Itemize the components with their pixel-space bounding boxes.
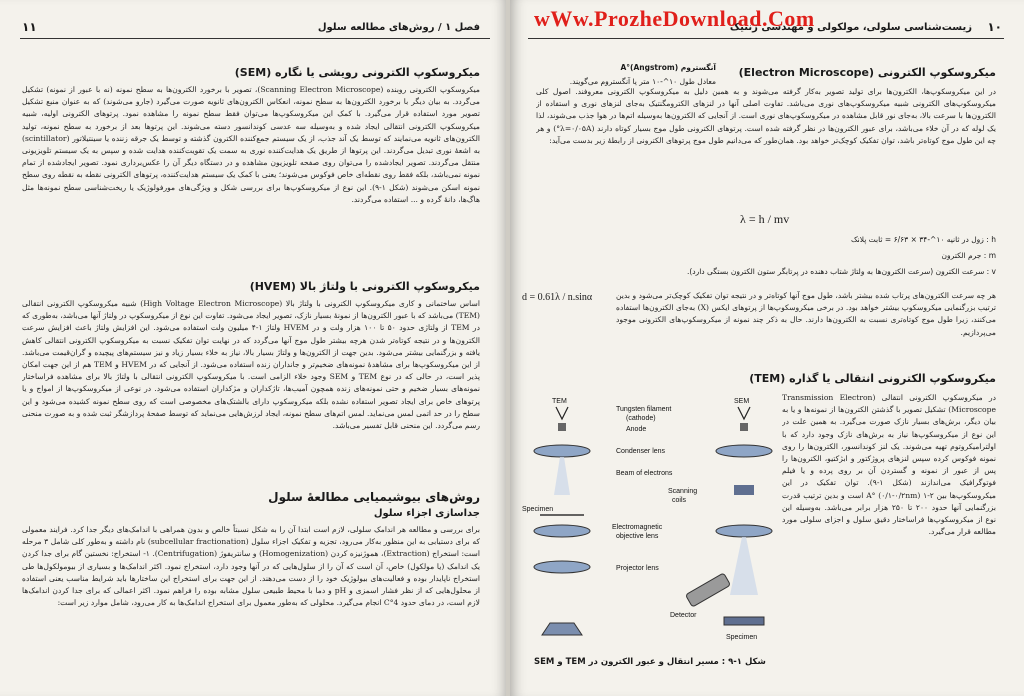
- section-body-fractionation: برای بررسی و مطالعه هر اندامک سلولی، لازم است ابتدا آن را به شکل نسبتاً خالص و بدون همراهی با اندامک‌های دیگر جدا کرد. فرایند معمولی که برای دستیابی به این منظور به‌کار می‌رود، تجزیه و تفکیک اجزاء سلول (subcellular fractionation) نام داشته و به‌طور کلی شامل ۳ مرحله است: استخراج (Extraction)، هموژنیزه کردن (Homogenization) و سانتریفوژ (Centrifugation). ۱- استخراج: نخستین گام برای جدا کردن یک اندامک (یا مولکول) خاص، آن است که آن را از سلول‌هایی که در آنها وجود دارد، استخراج نمود. اکثر اندامک‌ها و بسیاری از بیومولکول‌ها طی استخراج ناپایدار بوده و فعالیت‌های بیولوژیک خود را از دست می‌دهند. از این جهت برای استخراج این ساختارها باید شرایط مناسب یعنی استفاده از محلول‌هایی که از نظر فشار اسمزی و pH و دما با محیط طبیعی سلول مشابه بوده را فراهم نمود. اکثر اعمالی که برای جدا کردن اندامک‌ها لازم است، در دمای حدود 4°C انجام می‌گیرد. محلولی که به‌طور معمول برای استخراج اندامک‌ها به کار می‌رود، شامل موارد زیر است:: [22, 525, 480, 608]
- section-body-em: در این میکروسکوپ‌ها، الکترون‌ها برای تولید تصویر به‌کار گرفته می‌شوند و به همین دلیل به میکروسکوپ الکترونی معروفند. اصول کلی میکروسکوپ‌های الکترونی شبیه میکروسکوپ‌های نوری می‌باشد. تفاوت اصلی آنها در لنزهای الکترومگنتیک به‌جای لنزهای نوری و استفاده از الکترون‌ها با سرعت بالا، به‌جای نور قابل مشاهده در میکروسکوپ‌های نوری است. از آنجایی که الکترون‌ها به‌وسیله اتم‌ها در هوا جذب می‌شوند، لذا یک لوله که در آن خلاء می‌باشد، برای عبور الکترون‌ها در نظر گرفته شده است. پرتوهای الکترونی طول موج بسیار کوتاه دارند (λ=۰/۰۵A°) و هر چه این طول موج کوتاه‌تر باشد، توان تفکیک کوچک‌تر خواهد بود. همان‌طور که می‌دانیم طول موج پرتوهای الکترونی از رابطهٔ زیر بدست می‌آید:: [536, 87, 996, 145]
- running-head: فصل ۱ / روش‌های مطالعه سلول: [317, 22, 480, 33]
- label-objective: objective lens: [616, 533, 659, 540]
- label-filament: Tungsten filament: [616, 406, 672, 413]
- header-rule: [20, 38, 490, 39]
- label-scanning: Scanning: [668, 488, 698, 495]
- label-beam: Beam of electrons: [616, 470, 673, 477]
- angstrom-note-text: معادل طول ۱۰^-۱۰ متر یا آنگستروم می‌گویند.: [569, 77, 716, 86]
- tem-screen-icon: [542, 623, 582, 635]
- section-heading-sem: میکروسکوپ الکترونی رویشی یا نگاره (SEM): [234, 66, 480, 79]
- tem-anode-icon: [558, 423, 566, 431]
- sem-beam-icon: [730, 537, 758, 595]
- label-specimen: Specimen: [522, 506, 554, 513]
- section-body-sem: میکروسکوپ الکترونی روبنده (Scanning Electron Microscope)، تصویر با برخورد الکترون‌ها به سطح نمونه (نه با عبور از نمونه) تشکیل می‌گردد. به بیان دیگر با برخورد الکترون‌ها به سطح نمونه، انعکاس الکترون‌های ثانویه صورت می‌گیرد (جارو می‌شوند) که به عنوان منبع تشکیل تصویر مورد استفاده قرار می‌گیرد. با کمک این میکروسکوپ‌ها می‌توان فقط سطح نمونه را مشاهده نمود. پرتوهای الکترونی اولیه، شبیه میکروسکوپ الکترونی انتقالی ایجاد شده و به‌وسیله سه عدسی کوندانسور دسته می‌شوند. این پرتوها بعد از برخورد به سطح نمونه، تولید الکترون‌های ثانویه می‌نمایند که توسط یک آند جذب، از یک سیستم جمع‌کننده الکترون گذشته و توسط یک جرقه زننده یا سینتیلاتور (scintillator) به اشعهٔ نوری تبدیل می‌گردند. این پرتوها از طریق یک هدایت‌کننده نوری به سمت یک تقویت‌کننده هدایت شده و سپس به یک سیستم تلویزیونی منتقل می‌گردند. تصویر ایجادشده را می‌توان روی صفحه تلویزیون مشاهده و در دستگاه دیگر آن را عکس‌برداری نمود. تصویر ایجادشده از تمام نمونه نمی‌باشد، بلکه فقط روی نقطه‌ای خاص فوکوس می‌شوند؛ یعنی با کمک یک سیستم هدایت‌کننده، پرتوهای الکترونی نقطه به نقطه روی سطح نمونه اسکن می‌شوند (شکل ۱-۹). این نوع از میکروسکوپ‌ها برای بررسی شکل و ویژگی‌های مورفولوژیک یا ریخت‌شناسی سطح نمونه‌ها مثل هاگ‌ها، دانهٔ گرده و ... استفاده می‌گردند.: [22, 85, 480, 204]
- angstrom-note-title: آنگستروم (A°(Angstrom: [620, 63, 716, 72]
- formula-def-m: m : جرم الکترون: [941, 251, 996, 260]
- sem-specimen-icon: [724, 617, 764, 625]
- section-body-after-formula: هر چه سرعت الکترون‌های پرتاب شده بیشتر باشد، طول موج آنها کوتاه‌تر و در نتیجه توان تفکیک کوچک‌تر می‌شود و بدین ترتیب بزرگنمایی میکروسکوپ بیشتر خواهد بود. در برخی میکروسکوپ‌ها از پرتوهای ایکس (X) به‌جای الکترون‌ها استفاده می‌کنند، زیرا طول موج کوتاه‌تری نسبت به الکترون‌ها دارند. حال به ذکر چند نمونه از میکروسکوپ‌های الکترونی موجود می‌پردازیم.: [616, 291, 996, 337]
- figure-caption: شکل ۱-۹ : مسیر انتقال و عبور الکترون در TEM و SEM: [534, 657, 766, 667]
- section-body-tem: در میکروسکوپ الکترونی انتقالی (Transmission Electron Microscope) تشکیل تصویر با گذشتن الکترون‌ها از نمونه‌ها و یا به بیان دیگر، برش‌های بسیار نازک صورت می‌گیرد. به همین علت در این نوع از میکروسکوپ‌ها نیاز به برش‌های نازک وجود دارد که با اولترامیکروتوم تهیه می‌شوند. یک لنز کوندانسور، الکترون‌ها را روی نمونه فوکوس کرده سپس لنزهای پروژکتور و ابژکتیو، الکترون‌ها را پس از عبور از نمونه و گستردن آن بر روی پرده و یا فیلم فوتوگرافیک می‌اندازند (شکل ۱-۹). توان تفکیک در این میکروسکوپ‌ها بین ۲-۱ A° (۰/۱-۰/۲nm) است و بدین ترتیب قدرت بزرگنمایی آنها حدود ۲۰۰ تا ۲۵۰ هزار برابر می‌باشد. به‌وسیله این نوع از میکروسکوپ‌ها فراساختار دقیق سلول و اجزای سلولی مورد مطالعه قرار می‌گیرد.: [782, 393, 996, 537]
- label-detector: Detector: [670, 612, 697, 619]
- page-number: ۱۰: [987, 20, 1002, 34]
- running-head: زیست‌شناسی سلولی، مولکولی و مهندسی ژنتیک: [729, 22, 972, 33]
- tem-column: [534, 407, 590, 635]
- section-heading-em: میکروسکوپ الکترونی (Electron Microscope): [738, 66, 996, 79]
- label-specimen-sem: Specimen: [726, 634, 758, 641]
- sem-filament-icon: [738, 407, 750, 419]
- formula-def-h: h : زول در ثانیه ۱۰^-۳۴ × ۶/۶۳ = ثابت پلانک: [850, 235, 996, 244]
- section-heading-biochem: روش‌های بیوشیمیایی مطالعهٔ سلول: [268, 490, 480, 504]
- label-sem: SEM: [734, 398, 750, 405]
- tem-condenser-icon: [534, 445, 590, 457]
- tem-projector-icon: [534, 561, 590, 573]
- sem-column: [685, 407, 772, 625]
- label-electromagnetic: Electromagnetic: [612, 524, 663, 531]
- sem-detector-icon: [685, 573, 730, 607]
- sem-condenser-icon: [716, 445, 772, 457]
- watermark-logo: wWw.ProzheDownload.Com: [534, 6, 815, 31]
- tem-beam-icon: [554, 457, 570, 495]
- section-heading-hvem: میکروسکوپ الکترونی با ولتاژ بالا (HVEM): [249, 280, 480, 293]
- sem-anode-icon: [740, 423, 748, 431]
- label-cathode: (cathode): [626, 415, 656, 422]
- label-anode: Anode: [626, 426, 647, 433]
- tem-sem-diagram: [520, 395, 780, 647]
- section-heading-tem: میکروسکوپ الکترونی انتقالی یا گذاره (TEM): [749, 372, 996, 385]
- label-condenser: Condenser lens: [616, 448, 666, 455]
- diagram-svg: [520, 395, 780, 647]
- header-rule: [528, 38, 1004, 39]
- sem-scanning-coils-icon: [734, 485, 754, 495]
- section-body-hvem: اساس ساختمانی و کاری میکروسکوپ الکترونی با ولتاژ بالا (High Voltage Electron Microscope) شبیه میکروسکوپ الکترونی انتقالی (TEM) می‌باشد که با عبور الکترون‌ها از نمونهٔ بسیار نازک، تصویر ایجاد می‌شود. تفاوت این نوع از میکروسکوپ در ولتاژ آنها می‌باشد، به‌طوری که در TEM از ولتاژی حدود ۵۰ تا ۱۰۰ هزار ولت و در HVEM ولتاژ ۱-۴ میلیون ولت استفاده می‌شود. این افزایش ولتاژ باعث افزایش سرعت الکترون‌ها و در نتیجه کوتاه‌تر شدن هرچه بیشتر طول موج آنها می‌گردد که در نهایت توان تفکیک نسبت به میکروسکوپ الکترونی انتقالی کاهش یافته و بزرگنمایی بیشتر می‌شود. بدین جهت از الکترون‌ها و ولتاژ بسیار بالا، نیاز به خلاء بسیار زیاد و نیز سیستم‌های پیچیده و گران‌قیمت می‌باشد. از این میکروسکوپ‌ها برای مشاهدهٔ نمونه‌های ضخیم‌تر و جانداران زنده استفاده می‌شود. از آنجایی که در HVEM و TEM هم از این جهت امکان پذیر است، در حالی که در نوع TEM و SEM وجود خلاء الزامی است. با میکروسکوپ الکترونی انتقالی با ولتاژ بالا برای مشاهده فراساختار نمونه‌های بسیار ضخیم و حتی نمونه‌های زنده همچون آمیب‌ها، تاژکداران و مژکداران استفاده می‌شود. در نوعی از میکروسکوپ‌ها از امواج و یا پرتوهای خاص برای ایجاد تصویر استفاده نشده بلکه میکروسکوپ دارای بالشتک‌های مخصوصی است که روی سطح نمونه کشیده می‌شود و این سطح را در حد اتمی لمس می‌نماید. لمس اتم‌های سطح نمونه، ایجاد لرزش‌هایی می‌نماید که توسط صفحهٔ پردازشگر ثبت شده و به صورت منحنی رسم می‌گردد. این منحنی قابل تفسیر می‌باشد.: [22, 299, 480, 431]
- label-projector: Projector lens: [616, 565, 659, 572]
- formula-wavelength: λ = h / mv: [740, 212, 790, 226]
- formula-def-v: v : سرعت الکترون (سرعت الکترون‌ها به ولتاژ شتاب دهنده در پرتابگر ستون الکترون بستگی دارد).: [686, 267, 996, 276]
- left-page: [0, 0, 508, 696]
- sem-objective-icon: [716, 525, 772, 537]
- formula-resolution: d = 0.61λ / n.sinα: [522, 292, 593, 303]
- section-heading-fractionation: جداسازی اجزاء سلول: [373, 508, 480, 519]
- label-tem: TEM: [552, 398, 567, 405]
- label-coils: coils: [672, 497, 687, 504]
- tem-filament-icon: [556, 407, 568, 419]
- page-number: ۱۱: [22, 20, 37, 34]
- tem-objective-icon: [534, 525, 590, 537]
